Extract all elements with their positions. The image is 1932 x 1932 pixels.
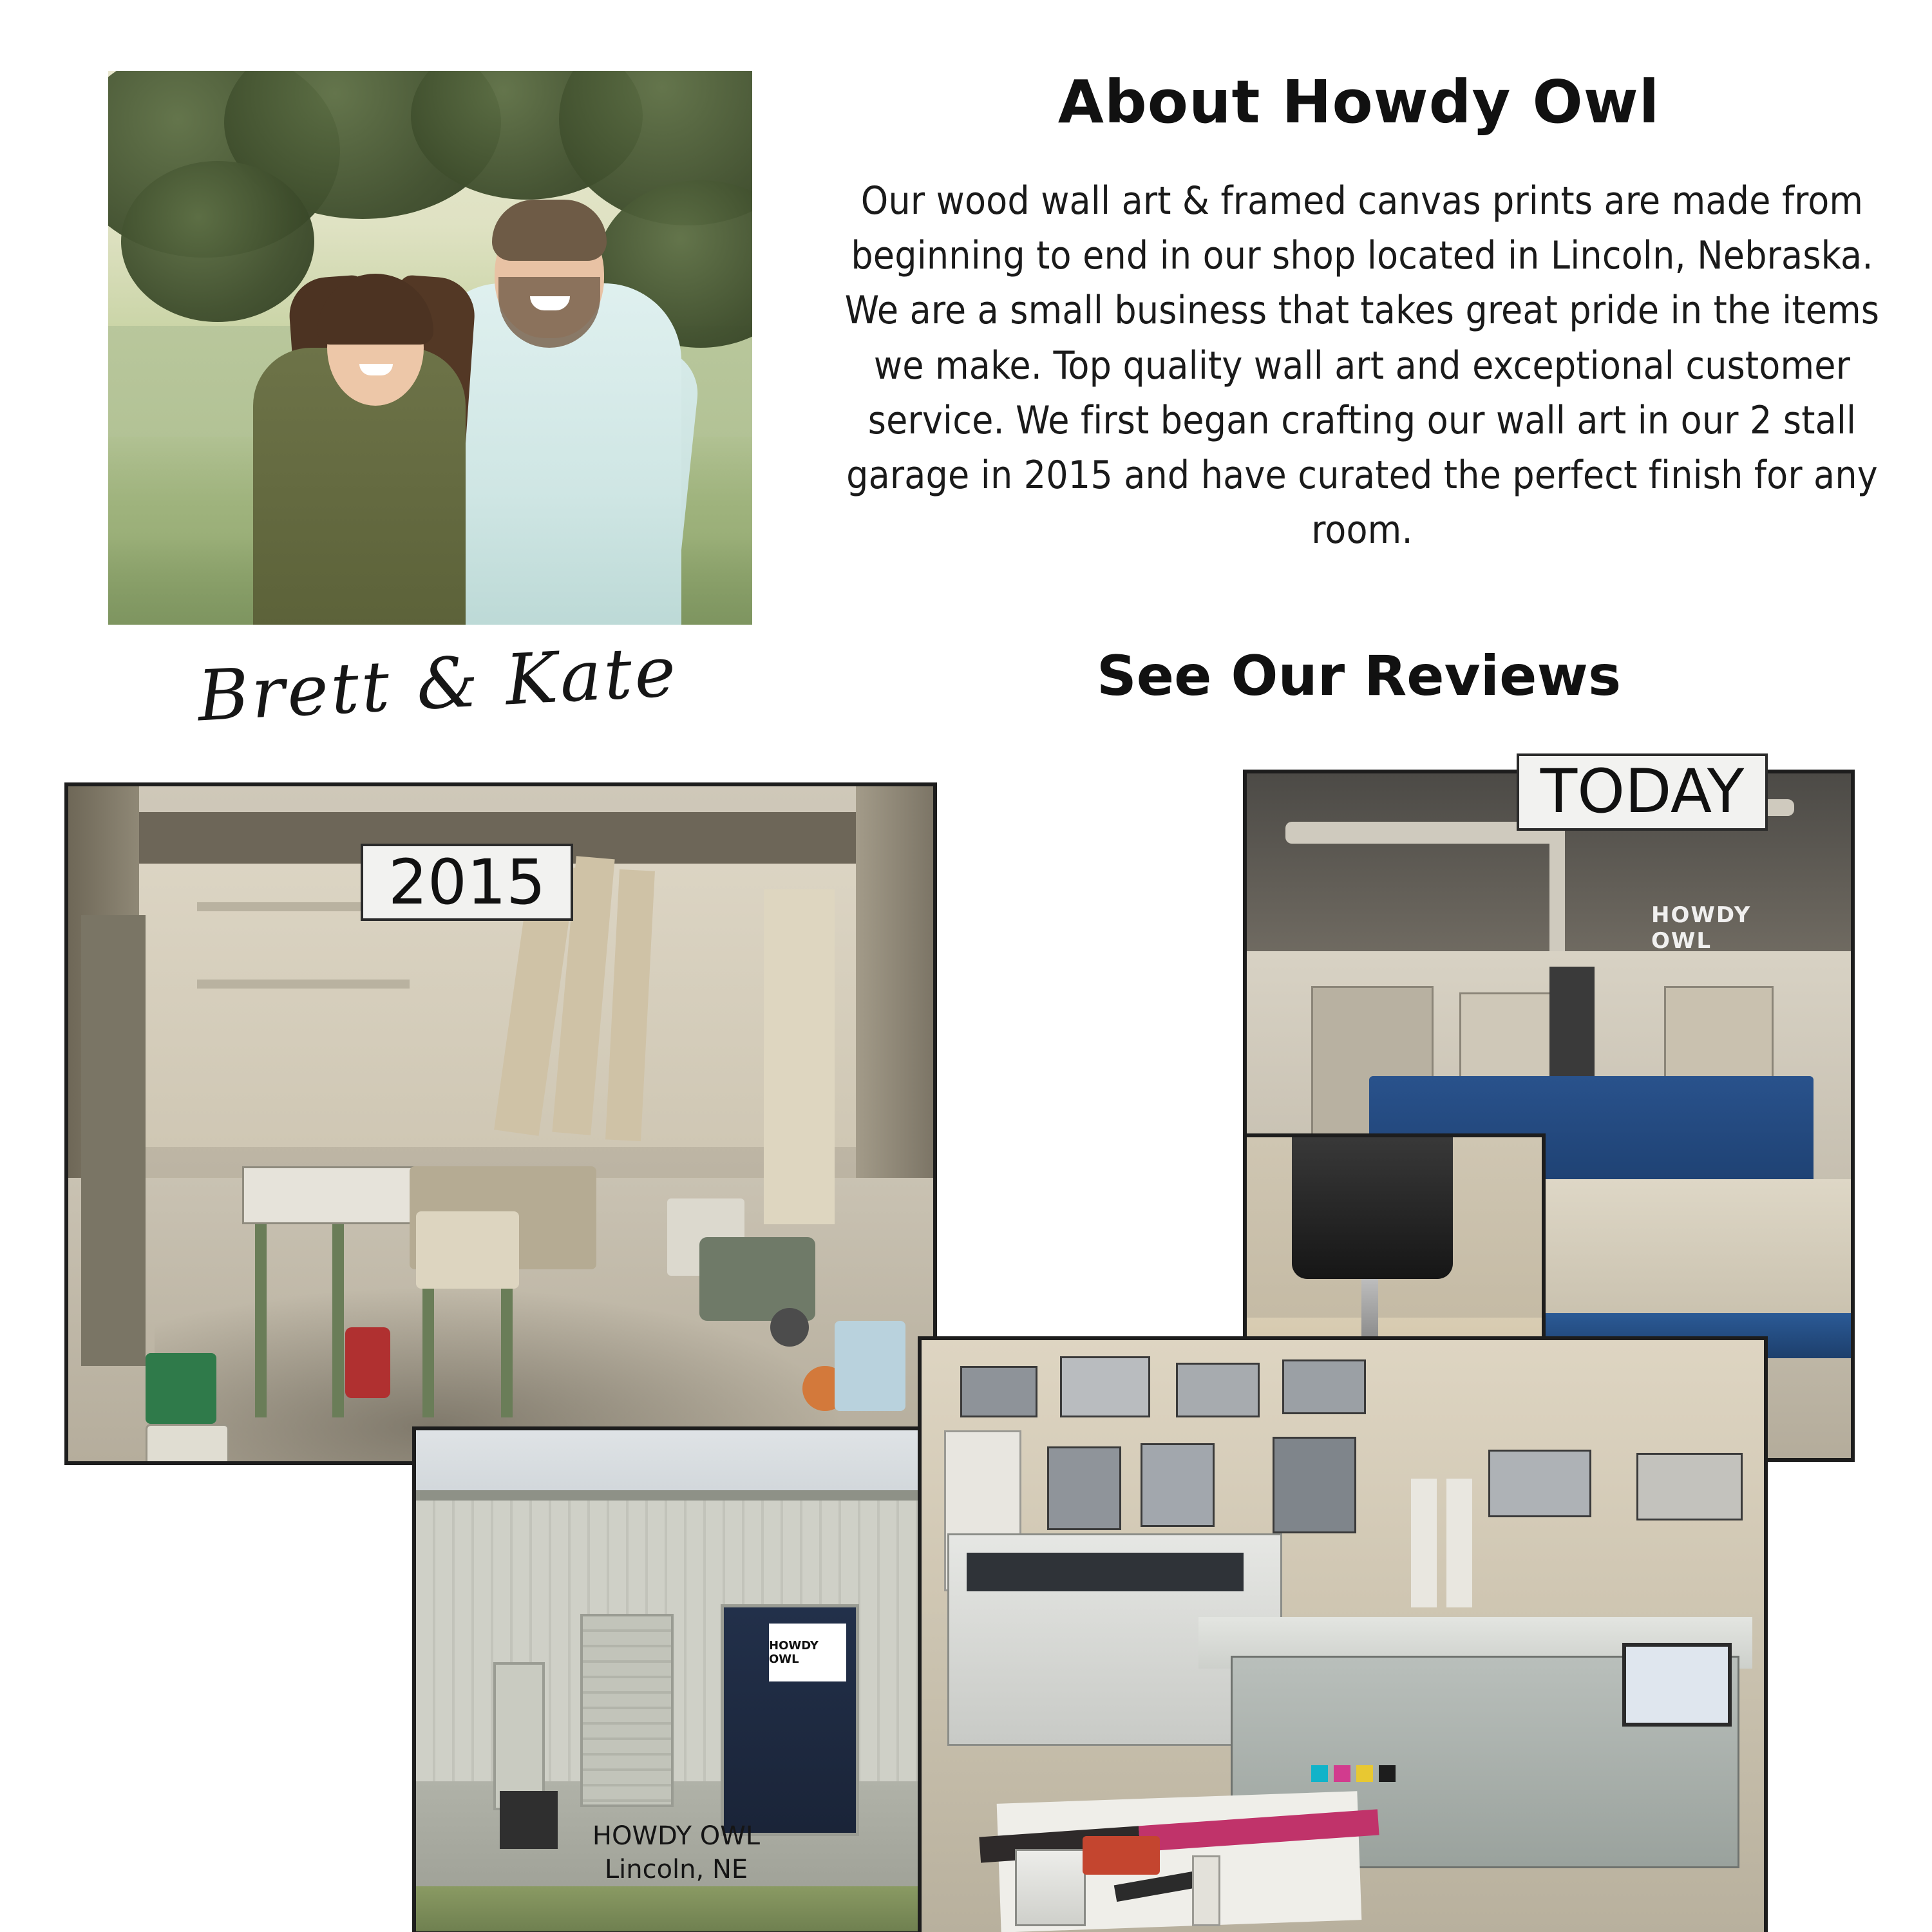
router-head [1292, 1133, 1453, 1279]
blue-cooler [835, 1321, 905, 1411]
computer-monitor[interactable] [1622, 1643, 1732, 1727]
red-container [345, 1327, 390, 1398]
building-exterior-photo [412, 1426, 940, 1932]
wall-art-portrait [1141, 1443, 1215, 1527]
building-caption-line1: HOWDY OWL [592, 1821, 761, 1851]
cardboard-box [416, 1211, 519, 1289]
wall-art-mountains [1060, 1356, 1150, 1417]
garage-shelf [197, 980, 410, 989]
ink-black [1379, 1765, 1396, 1782]
stain-can [1015, 1849, 1086, 1926]
caulk-gun [1083, 1836, 1160, 1875]
wall-art-portrait [1047, 1446, 1121, 1530]
paint-can [146, 1424, 229, 1465]
badge-2015: 2015 [361, 844, 573, 921]
overhead-garage-door [580, 1614, 674, 1807]
wall-art-usa-map [1488, 1450, 1591, 1517]
about-paragraph: Our wood wall art & framed canvas prints are made from beginning to end in our shop located in Lincoln, Nebraska. We are a small business that takes great pride in the items we make. Top quality wall art and exceptional customer service. We first began crafting our wall art in our 2 stall garage in 2015 and have curated the perfect finish for any room. [844, 178, 1880, 553]
grass-strip [416, 1886, 936, 1931]
green-bucket [146, 1353, 216, 1424]
badge-today: TODAY [1517, 753, 1768, 831]
wall-art-map [1282, 1359, 1366, 1414]
owner-signature: Brett & Kate [195, 631, 681, 737]
ink-cyan [1311, 1765, 1328, 1782]
printer-roll [967, 1553, 1244, 1591]
overhead-garage-door [493, 1662, 545, 1810]
leaning-panel [81, 915, 146, 1366]
man-hair [492, 200, 607, 261]
paper-roll [1446, 1479, 1472, 1607]
wall-art-map [1176, 1363, 1260, 1417]
door-logo-sign: HOWDY OWL [769, 1624, 846, 1681]
building-caption [416, 1819, 936, 1886]
shop-wall-logo: HOWDY OWL [1651, 902, 1752, 954]
print-shop-photo [918, 1336, 1768, 1932]
wall-art-flag [1636, 1453, 1743, 1520]
paper-roll [1411, 1479, 1437, 1607]
reviews-heading: See Our Reviews [1096, 644, 1622, 708]
ink-magenta [1334, 1765, 1350, 1782]
ink-yellow [1356, 1765, 1373, 1782]
ceiling-duct [1285, 822, 1556, 844]
building-caption-line2: Lincoln, NE [604, 1855, 748, 1884]
router-bit [1361, 1279, 1378, 1337]
lawn-mower [699, 1237, 815, 1321]
wall-art-landscape [1273, 1437, 1356, 1533]
leaning-panel [764, 889, 835, 1224]
wall-art-flag [960, 1366, 1037, 1417]
page-title: About Howdy Owl [1057, 68, 1660, 137]
mower-wheel [770, 1308, 809, 1347]
couple-photo [108, 71, 752, 625]
spray-can [1192, 1855, 1220, 1926]
tree-foliage [121, 161, 314, 322]
